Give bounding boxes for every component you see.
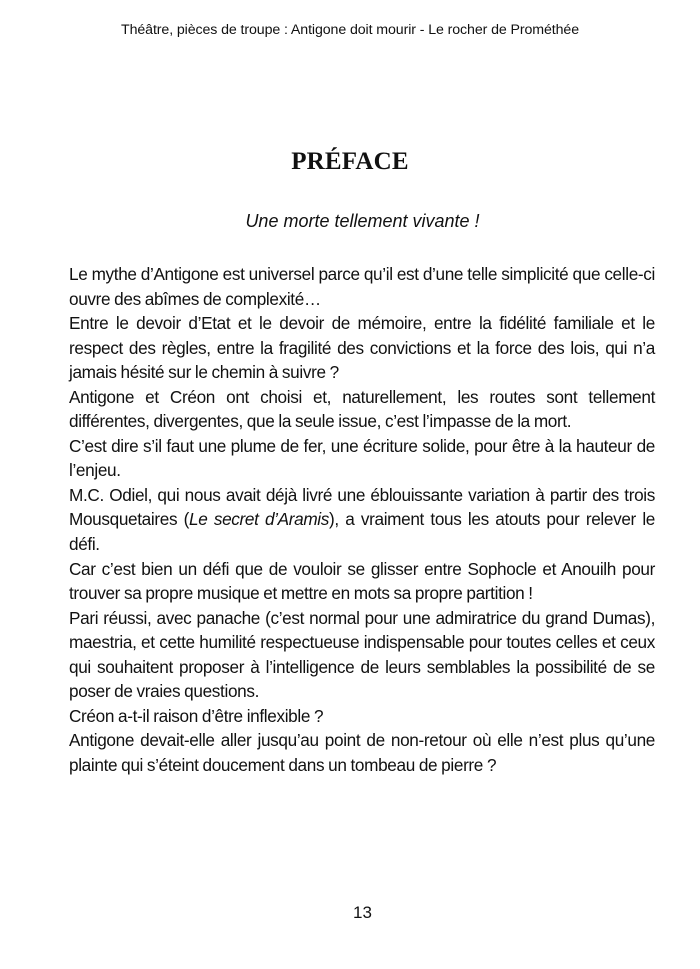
paragraph-7: Pari réussi, avec panache (c’est normal pour une admiratrice du grand Dumas), maestria, et cette humilité respectueuse indispensable pour toutes celles et ceux qui souhaitent proposer à l’intelligence de leurs semblables la possibilité de se poser de vraies questions. xyxy=(69,607,655,702)
paragraph-2: Entre le devoir d’Etat et le devoir de mémoire, entre la fidélité familiale et le respect des règles, entre la fragilité des convictions et la force des lois, qui n’a jamais hésité sur le chemin à suivre ? xyxy=(69,313,655,383)
paragraph-6: Car c’est bien un défi que de vouloir se glisser entre Sophocle et Anouilh pour trouver sa propre musique et mettre en mots sa propre partition ! xyxy=(69,558,655,604)
paragraph-5-text-start: M.C. Odiel, qui nous avait déjà livré une éblouissante variation à partir des trois Mousquetaires ( xyxy=(69,484,655,530)
page-subtitle: Une morte tellement vivante ! xyxy=(245,211,480,231)
page-number: 13 xyxy=(353,903,372,922)
paragraph-3: Antigone et Créon ont choisi et, naturellement, les routes sont tellement différentes, divergentes, que la seule issue, c’est l’impasse de la mort. xyxy=(69,386,655,432)
paragraph-4: C’est dire s’il faut une plume de fer, une écriture solide, pour être à la hauteur de l’enjeu. xyxy=(69,435,655,481)
running-header: Théâtre, pièces de troupe : Antigone doit mourir - Le rocher de Prométhée xyxy=(121,22,579,38)
paragraph-8: Créon a-t-il raison d’être inflexible ? xyxy=(69,705,324,726)
paragraph-9: Antigone devait-elle aller jusqu’au point de non-retour où elle n’est plus qu’une plainte qui s’éteint doucement dans un tombeau de pierre ? xyxy=(69,730,655,775)
paragraph-5 xyxy=(69,483,655,557)
paragraph-5-text-end: ), a vraiment tous les atouts pour relever le défi. xyxy=(69,509,656,555)
preface-body xyxy=(69,262,655,777)
paragraph-1: Le mythe d’Antigone est universel parce qu’il est d’une telle simplicité que celle-ci ouvre des abîmes de complexité… xyxy=(69,264,655,309)
page-title: PRÉFACE xyxy=(291,148,409,175)
book-title-italic: Le secret d’Aramis xyxy=(188,509,330,530)
